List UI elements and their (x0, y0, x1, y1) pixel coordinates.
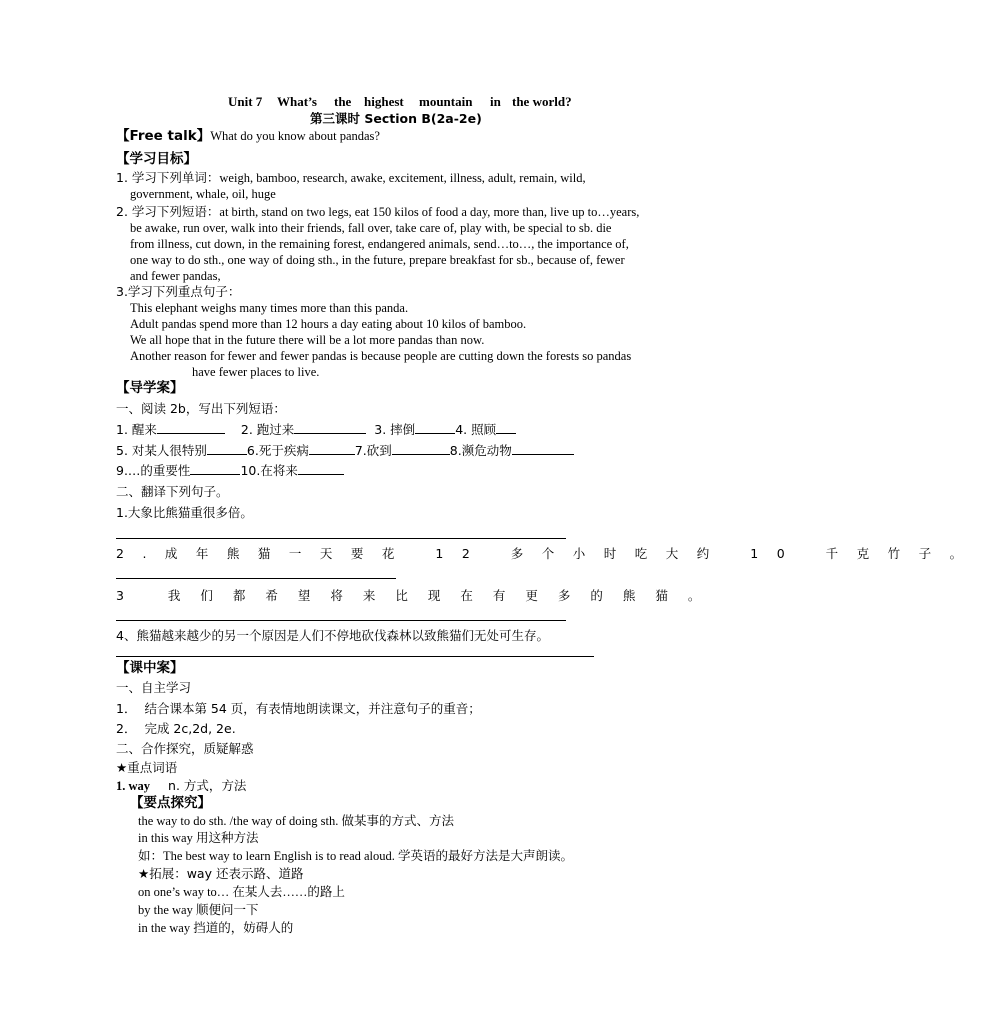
answer-blank[interactable] (294, 421, 366, 434)
key-sentence: We all hope that in the future there will be a lot more pandas than now. (130, 333, 485, 347)
goal-phrases-cont: and fewer pandas, (130, 269, 221, 283)
section-heading-goals: 【学习目标】 (116, 151, 197, 167)
title-word: mountain (419, 94, 473, 109)
answer-blank[interactable] (392, 442, 450, 455)
phrase-prompt: 4. 照顾 (455, 422, 497, 437)
phrase-prompt: 8.濒危动物 (449, 443, 512, 458)
title-word: the (334, 94, 352, 109)
phrase-prompt: 1. 醒来 (116, 422, 157, 437)
title-word: the world? (512, 94, 572, 109)
guide-part-1: 一、阅读 2b，写出下列短语： (116, 401, 286, 416)
phrase-prompt: 10.在将来 (240, 463, 298, 478)
goal-phrases-list: at birth, stand on two legs, eat 150 kilos of food a day, more than, live up to…years, (219, 205, 640, 219)
vocab-word: 1. way (116, 779, 151, 793)
key-words-heading: ★重点词语 (116, 760, 178, 775)
translate-prompt: 2.成年熊猫一天要花 12 多个小时吃大约 10 千克竹子。 (116, 546, 981, 561)
phrase-row (116, 442, 574, 459)
phrase-prompt: 3. 摔倒 (374, 422, 416, 437)
class-part-1: 一、自主学习 (116, 680, 192, 695)
answer-blank[interactable] (309, 442, 355, 455)
goal-words-label: 1. 学习下列单词： (116, 170, 220, 185)
answer-blank[interactable] (512, 442, 574, 455)
phrase-prompt: 7.砍到 (354, 443, 392, 458)
goal-phrases-label: 2. 学习下列短语： (116, 204, 220, 219)
explore-heading: 【要点探究】 (130, 795, 211, 811)
study-item-text: 完成 2c,2d, 2e. (144, 721, 236, 736)
phrase-row (116, 421, 516, 438)
key-sentence-cont: have fewer places to live. (192, 365, 320, 379)
extension-heading: ★拓展：way 还表示路、道路 (138, 866, 304, 881)
goal-phrases (116, 204, 639, 220)
goal-phrases-cont: be awake, run over, walk into their friends, fall over, take care of, play with, be special to sb. die (130, 221, 612, 235)
title-word: highest (364, 94, 404, 109)
phrase-prompt: 5. 对某人很特别 (116, 443, 207, 458)
goal-phrases-cont: from illness, cut down, in the remaining forest, endangered animals, send…to…, the importance of, (130, 237, 629, 251)
usage-line: on one’s way to… 在某人去……的路上 (138, 885, 345, 899)
study-item (116, 701, 481, 717)
title-word: What’s (277, 94, 317, 109)
answer-line[interactable] (116, 578, 396, 579)
key-sentence: Adult pandas spend more than 12 hours a day eating about 10 kilos of bamboo. (130, 317, 527, 331)
phrase-prompt: 9.…的重要性 (116, 463, 191, 478)
phrase-prompt: 6.死于疾病 (246, 443, 309, 458)
answer-blank[interactable] (496, 421, 516, 434)
free-talk-question: What do you know about pandas? (210, 129, 380, 143)
free-talk-line (116, 128, 380, 144)
vocab-entry (116, 778, 246, 794)
usage-line: in the way 挡道的，妨碍人的 (138, 921, 294, 935)
guide-part-2: 二、翻译下列句子。 (116, 484, 229, 499)
answer-blank[interactable] (157, 421, 225, 434)
key-sentence: This elephant weighs many times more than this panda. (130, 301, 409, 315)
goal-phrases-cont: one way to do sth., one way of doing sth., in the future, prepare breakfast for sb., because of, fewer (130, 253, 625, 267)
phrase-row (116, 462, 344, 479)
section-heading-guide: 【导学案】 (116, 380, 184, 396)
study-item (116, 721, 236, 737)
answer-blank[interactable] (207, 442, 247, 455)
answer-line[interactable] (116, 656, 594, 657)
goal-sentences-label: 3.学习下列重点句子： (116, 284, 241, 299)
study-item-text: 结合课本第 54 页，有表情地朗读课文，并注意句子的重音； (144, 701, 481, 716)
example-line: 如：The best way to learn English is to read aloud. 学英语的最好方法是大声朗读。 (138, 849, 574, 863)
study-item-number: 1． (116, 701, 137, 716)
title-unit: Unit 7 (228, 94, 263, 109)
title-word: in (490, 94, 501, 109)
free-talk-label: 【Free talk】 (116, 128, 211, 144)
answer-line[interactable] (116, 538, 566, 539)
answer-blank[interactable] (298, 462, 344, 475)
section-heading-class: 【课中案】 (116, 660, 184, 676)
translate-prompt: 3 我们都希望将来比现在有更多的熊猫。 (116, 588, 721, 603)
answer-line[interactable] (116, 620, 566, 621)
goal-words-cont: government, whale, oil, huge (130, 187, 276, 201)
translate-prompt: 4、熊猫越来越少的另一个原因是人们不停地砍伐森林以致熊猫们无处可生存。 (116, 628, 549, 643)
answer-blank[interactable] (190, 462, 240, 475)
subtitle: 第三课时 Section B(2a-2e) (310, 111, 482, 126)
goal-words-list: weigh, bamboo, research, awake, excitement, illness, adult, remain, wild, (219, 171, 586, 185)
usage-line: in this way 用这种方法 (138, 831, 259, 845)
usage-line: the way to do sth. /the way of doing sth. 做某事的方式、方法 (138, 814, 454, 828)
usage-line: by the way 顺便问一下 (138, 903, 259, 917)
study-item-number: 2． (116, 721, 137, 736)
answer-blank[interactable] (415, 421, 455, 434)
phrase-prompt: 2. 跑过来 (240, 422, 295, 437)
vocab-definition: n. 方式，方法 (168, 778, 247, 793)
translate-prompt: 1.大象比熊猫重很多倍。 (116, 505, 253, 520)
class-part-2: 二、合作探究，质疑解惑 (116, 741, 254, 756)
goal-words (116, 170, 586, 186)
key-sentence: Another reason for fewer and fewer pandas is because people are cutting down the forests so pandas (130, 349, 632, 363)
